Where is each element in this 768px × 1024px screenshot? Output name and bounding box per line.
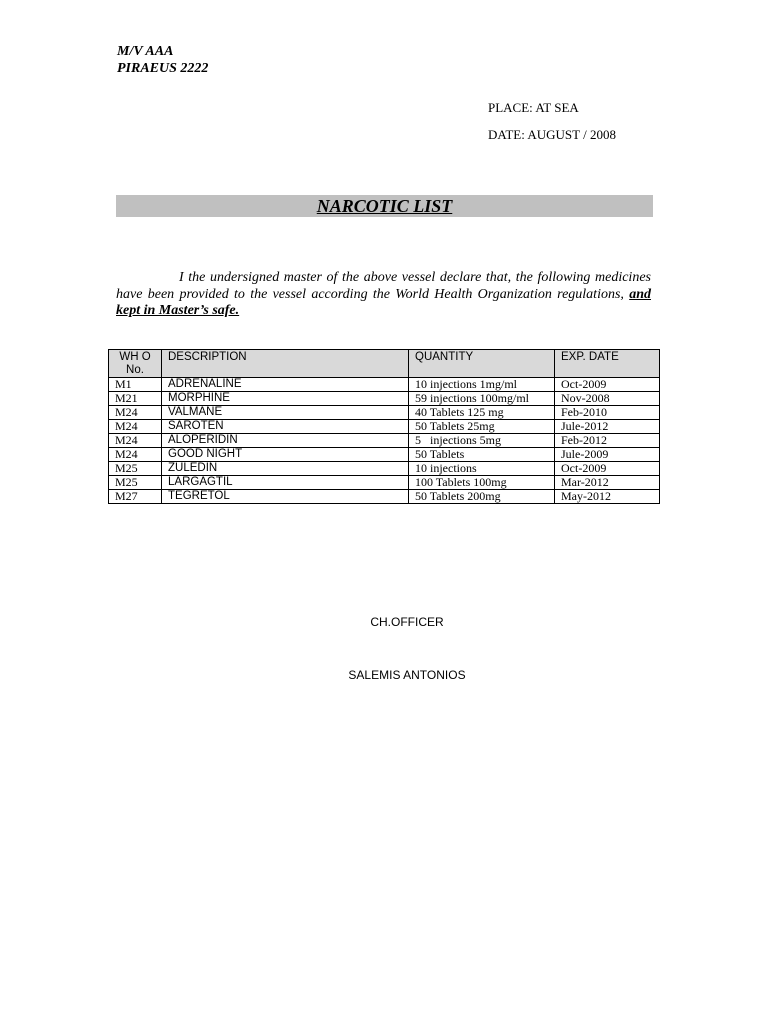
description-cell: ZULEDIN — [162, 462, 409, 476]
declaration-paragraph — [116, 270, 651, 320]
table-row — [109, 392, 660, 406]
description-cell: VALMANE — [162, 406, 409, 420]
vessel-name: M/V AAA — [117, 44, 174, 59]
description-cell: LARGAGTIL — [162, 476, 409, 490]
exp-date-cell: Feb-2012 — [555, 434, 660, 448]
description-cell: ADRENALINE — [162, 378, 409, 392]
exp-date-cell: May-2012 — [555, 490, 660, 504]
exp-date-cell: Feb-2010 — [555, 406, 660, 420]
table-body — [109, 378, 660, 504]
quantity-cell: 50 Tablets 25mg — [409, 420, 555, 434]
table-row — [109, 448, 660, 462]
column-header-description: DESCRIPTION — [162, 350, 409, 378]
signature-name: SALEMIS ANTONIOS — [348, 668, 466, 682]
exp-date-cell: Jule-2009 — [555, 448, 660, 462]
date-line: DATE: AUGUST / 2008 — [488, 127, 616, 142]
quantity-cell: 10 injections — [409, 462, 555, 476]
table-row — [109, 420, 660, 434]
quantity-cell: 59 injections 100mg/ml — [409, 392, 555, 406]
quantity-cell: 50 Tablets — [409, 448, 555, 462]
table-header-row — [109, 350, 660, 378]
exp-date-cell: Oct-2009 — [555, 462, 660, 476]
exp-date-cell: Oct-2009 — [555, 378, 660, 392]
who-number-cell: M25 — [109, 462, 162, 476]
exp-date-cell: Jule-2012 — [555, 420, 660, 434]
declaration-emphasis: and kept in Master’s safe. — [116, 286, 651, 318]
narcotic-table — [108, 349, 660, 504]
quantity-cell: 5 injections 5mg — [409, 434, 555, 448]
signature-role: CH.OFFICER — [370, 615, 444, 629]
column-header-exp-date: EXP. DATE — [555, 350, 660, 378]
table-row — [109, 462, 660, 476]
who-number-cell: M24 — [109, 406, 162, 420]
description-cell: MORPHINE — [162, 392, 409, 406]
title-bar — [116, 195, 653, 217]
who-number-cell: M24 — [109, 420, 162, 434]
who-number-cell: M25 — [109, 476, 162, 490]
description-cell: ALOPERIDIN — [162, 434, 409, 448]
description-cell: TEGRETOL — [162, 490, 409, 504]
table-row — [109, 378, 660, 392]
place-line: PLACE: AT SEA — [488, 100, 579, 115]
column-header-who: WH O No. — [109, 350, 162, 378]
table-row — [109, 434, 660, 448]
who-number-cell: M27 — [109, 490, 162, 504]
who-number-cell: M21 — [109, 392, 162, 406]
column-header-quantity: QUANTITY — [409, 350, 555, 378]
table-row — [109, 490, 660, 504]
quantity-cell: 50 Tablets 200mg — [409, 490, 555, 504]
exp-date-cell: Nov-2008 — [555, 392, 660, 406]
who-number-cell: M1 — [109, 378, 162, 392]
quantity-cell: 10 injections 1mg/ml — [409, 378, 555, 392]
table-row — [109, 406, 660, 420]
exp-date-cell: Mar-2012 — [555, 476, 660, 490]
table-row — [109, 476, 660, 490]
who-number-cell: M24 — [109, 448, 162, 462]
description-cell: GOOD NIGHT — [162, 448, 409, 462]
description-cell: SAROTEN — [162, 420, 409, 434]
quantity-cell: 40 Tablets 125 mg — [409, 406, 555, 420]
declaration-text: I the undersigned master of the above vessel declare that, the following medicines have been provided to the vessel according the World Health Organization regulations, — [116, 270, 651, 302]
vessel-port: PIRAEUS 2222 — [117, 61, 209, 76]
quantity-cell: 100 Tablets 100mg — [409, 476, 555, 490]
document-title: NARCOTIC LIST — [316, 196, 453, 216]
who-number-cell: M24 — [109, 434, 162, 448]
